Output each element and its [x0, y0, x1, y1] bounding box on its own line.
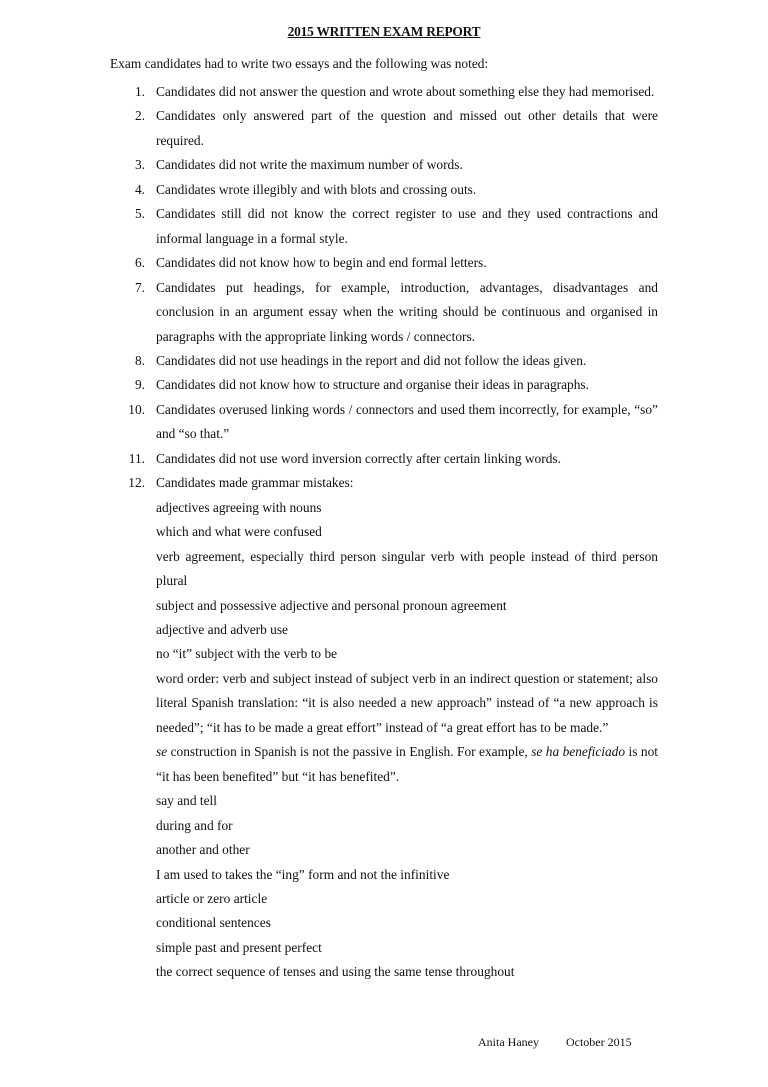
item-text: Candidates did not know how to begin and end formal letters. — [156, 255, 487, 271]
item-number: 12. — [128, 475, 145, 491]
item-text: Candidates made grammar mistakes: — [156, 475, 354, 491]
grammar-item-se-construction — [156, 740, 658, 789]
item-number: 7. — [134, 279, 145, 295]
list-item — [0, 373, 658, 397]
item-text: Candidates wrote illegibly and with blots and crossing outs. — [156, 181, 477, 197]
grammar-item: no “it” subject with the verb to be — [156, 646, 338, 662]
item-text: Candidates still did not know the correct register to use and they used contractions and informal language in a formal style. — [156, 206, 658, 246]
item-text: Candidates did not write the maximum number of words. — [156, 157, 463, 173]
item-text: Candidates put headings, for example, introduction, advantages, disadvantages and conclusion in an argument essay when the writing should be continuous and organised in paragraphs with the appropriate linking words / connectors. — [156, 279, 658, 344]
grammar-item: the correct sequence of tenses and using the same tense throughout — [156, 964, 515, 980]
grammar-item: article or zero article — [156, 890, 268, 906]
item-number: 5. — [134, 206, 145, 222]
grammar-item: I am used to takes the “ing” form and not the infinitive — [156, 866, 450, 882]
list-item — [0, 349, 658, 373]
list-item — [0, 398, 658, 447]
item-number: 11. — [128, 450, 145, 466]
list-item — [0, 178, 658, 202]
list-item — [0, 251, 658, 275]
item-text: Candidates did not know how to structure and organise their ideas in paragraphs. — [156, 377, 589, 393]
grammar-item: simple past and present perfect — [156, 939, 322, 955]
report-date: October 2015 — [565, 1035, 632, 1049]
item-number: 3. — [134, 157, 145, 173]
item-text: Candidates overused linking words / connectors and used them incorrectly, for example, “so” and “so that.” — [156, 401, 658, 442]
item-number: 4. — [134, 181, 145, 197]
item-text: Candidates did not answer the question and wrote about something else they had memorised. — [156, 84, 655, 99]
item-text: Candidates did not use headings in the report and did not follow the ideas given. — [156, 352, 587, 368]
item-text: Candidates only answered part of the question and missed out other details that were required. — [156, 108, 658, 148]
grammar-item: adjectives agreeing with nouns — [156, 499, 322, 515]
item-number: 9. — [134, 377, 145, 393]
italic-term: se — [156, 744, 168, 760]
item-number: 6. — [134, 255, 145, 271]
author-name: Anita Haney — [478, 1035, 539, 1049]
list-item — [0, 447, 658, 471]
grammar-mistakes-list — [156, 496, 658, 985]
grammar-item: word order: verb and subject instead of subject verb in an indirect question or statement; also literal Spanish translation: “it is also needed a new approach” instead of “a new approach is needed”; “it has to be made a great effort” instead of “a great effort has to be made.” — [156, 670, 658, 735]
se-text-2: is not “it has been benefited” but “it has benefited”. — [156, 744, 658, 784]
item-number: 1. — [134, 84, 145, 99]
grammar-item: during and for — [156, 817, 233, 833]
list-item — [0, 471, 658, 985]
item-number: 10. — [128, 401, 145, 417]
page-footer — [478, 1035, 632, 1049]
grammar-item: adjective and adverb use — [156, 621, 288, 637]
item-text: Candidates did not use word inversion correctly after certain linking words. — [156, 450, 561, 466]
observations-list — [0, 80, 768, 985]
list-item — [0, 80, 658, 104]
italic-term: se ha beneficiado — [531, 744, 626, 760]
grammar-item: which and what were confused — [156, 524, 322, 540]
list-item — [0, 276, 658, 349]
list-item — [0, 153, 658, 177]
grammar-item: conditional sentences — [156, 915, 271, 931]
grammar-item: subject and possessive adjective and personal pronoun agreement — [156, 597, 507, 613]
grammar-item: say and tell — [156, 793, 217, 809]
se-text-1: construction in Spanish is not the passive in English. For example, — [167, 744, 532, 760]
grammar-item: another and other — [156, 842, 250, 858]
list-item — [0, 202, 658, 251]
report-title: 2015 WRITTEN EXAM REPORT — [287, 24, 481, 39]
intro-text: Exam candidates had to write two essays and the following was noted: — [110, 56, 489, 71]
list-item — [0, 104, 658, 153]
item-number: 8. — [134, 352, 145, 368]
item-number: 2. — [134, 108, 145, 124]
grammar-item: verb agreement, especially third person singular verb with people instead of third person plural — [156, 548, 658, 589]
